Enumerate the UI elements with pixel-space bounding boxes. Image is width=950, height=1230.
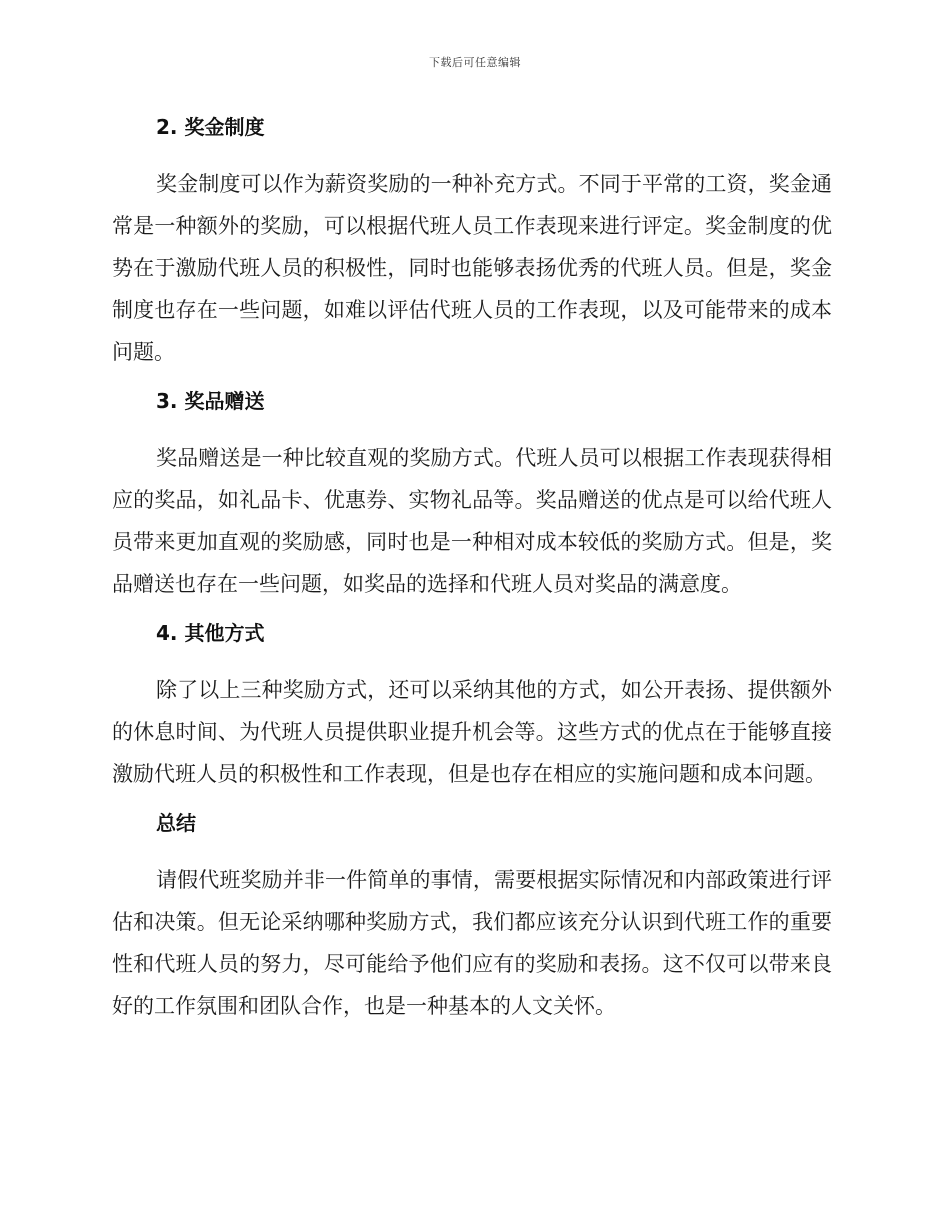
document-body: [112, 112, 832, 1040]
section-heading-bonus: 2. 奖金制度: [156, 115, 265, 139]
section-heading-gifts: 3. 奖品赠送: [156, 389, 265, 413]
section-heading-summary: 总结: [156, 811, 196, 835]
section-heading-other: 4. 其他方式: [156, 621, 265, 645]
section-paragraph-other: 除了以上三种奖励方式，还可以采纳其他的方式，如公开表扬、提供额外的休息时间、为代班人员提供职业提升机会等。这些方式的优点在于能够直接激励代班人员的积极性和工作表现，但是也存在相应的实施问题和成本问题。: [112, 678, 832, 786]
section-paragraph-summary: 请假代班奖励并非一件简单的事情，需要根据实际情况和内部政策进行评估和决策。但无论采纳哪种奖励方式，我们都应该充分认识到代班工作的重要性和代班人员的努力，尽可能给予他们应有的奖励和表扬。这不仅可以带来良好的工作氛围和团队合作，也是一种基本的人文关怀。: [112, 868, 832, 1018]
section-paragraph-gifts: 奖品赠送是一种比较直观的奖励方式。代班人员可以根据工作表现获得相应的奖品，如礼品卡、优惠券、实物礼品等。奖品赠送的优点是可以给代班人员带来更加直观的奖励感，同时也是一种相对成本较低的奖励方式。但是，奖品赠送也存在一些问题，如奖品的选择和代班人员对奖品的满意度。: [112, 446, 832, 596]
header-note: 下载后可任意编辑: [429, 56, 521, 69]
section-paragraph-bonus: 奖金制度可以作为薪资奖励的一种补充方式。不同于平常的工资，奖金通常是一种额外的奖励，可以根据代班人员工作表现来进行评定。奖金制度的优势在于激励代班人员的积极性，同时也能够表扬优秀的代班人员。但是，奖金制度也存在一些问题，如难以评估代班人员的工作表现，以及可能带来的成本问题。: [112, 172, 832, 364]
